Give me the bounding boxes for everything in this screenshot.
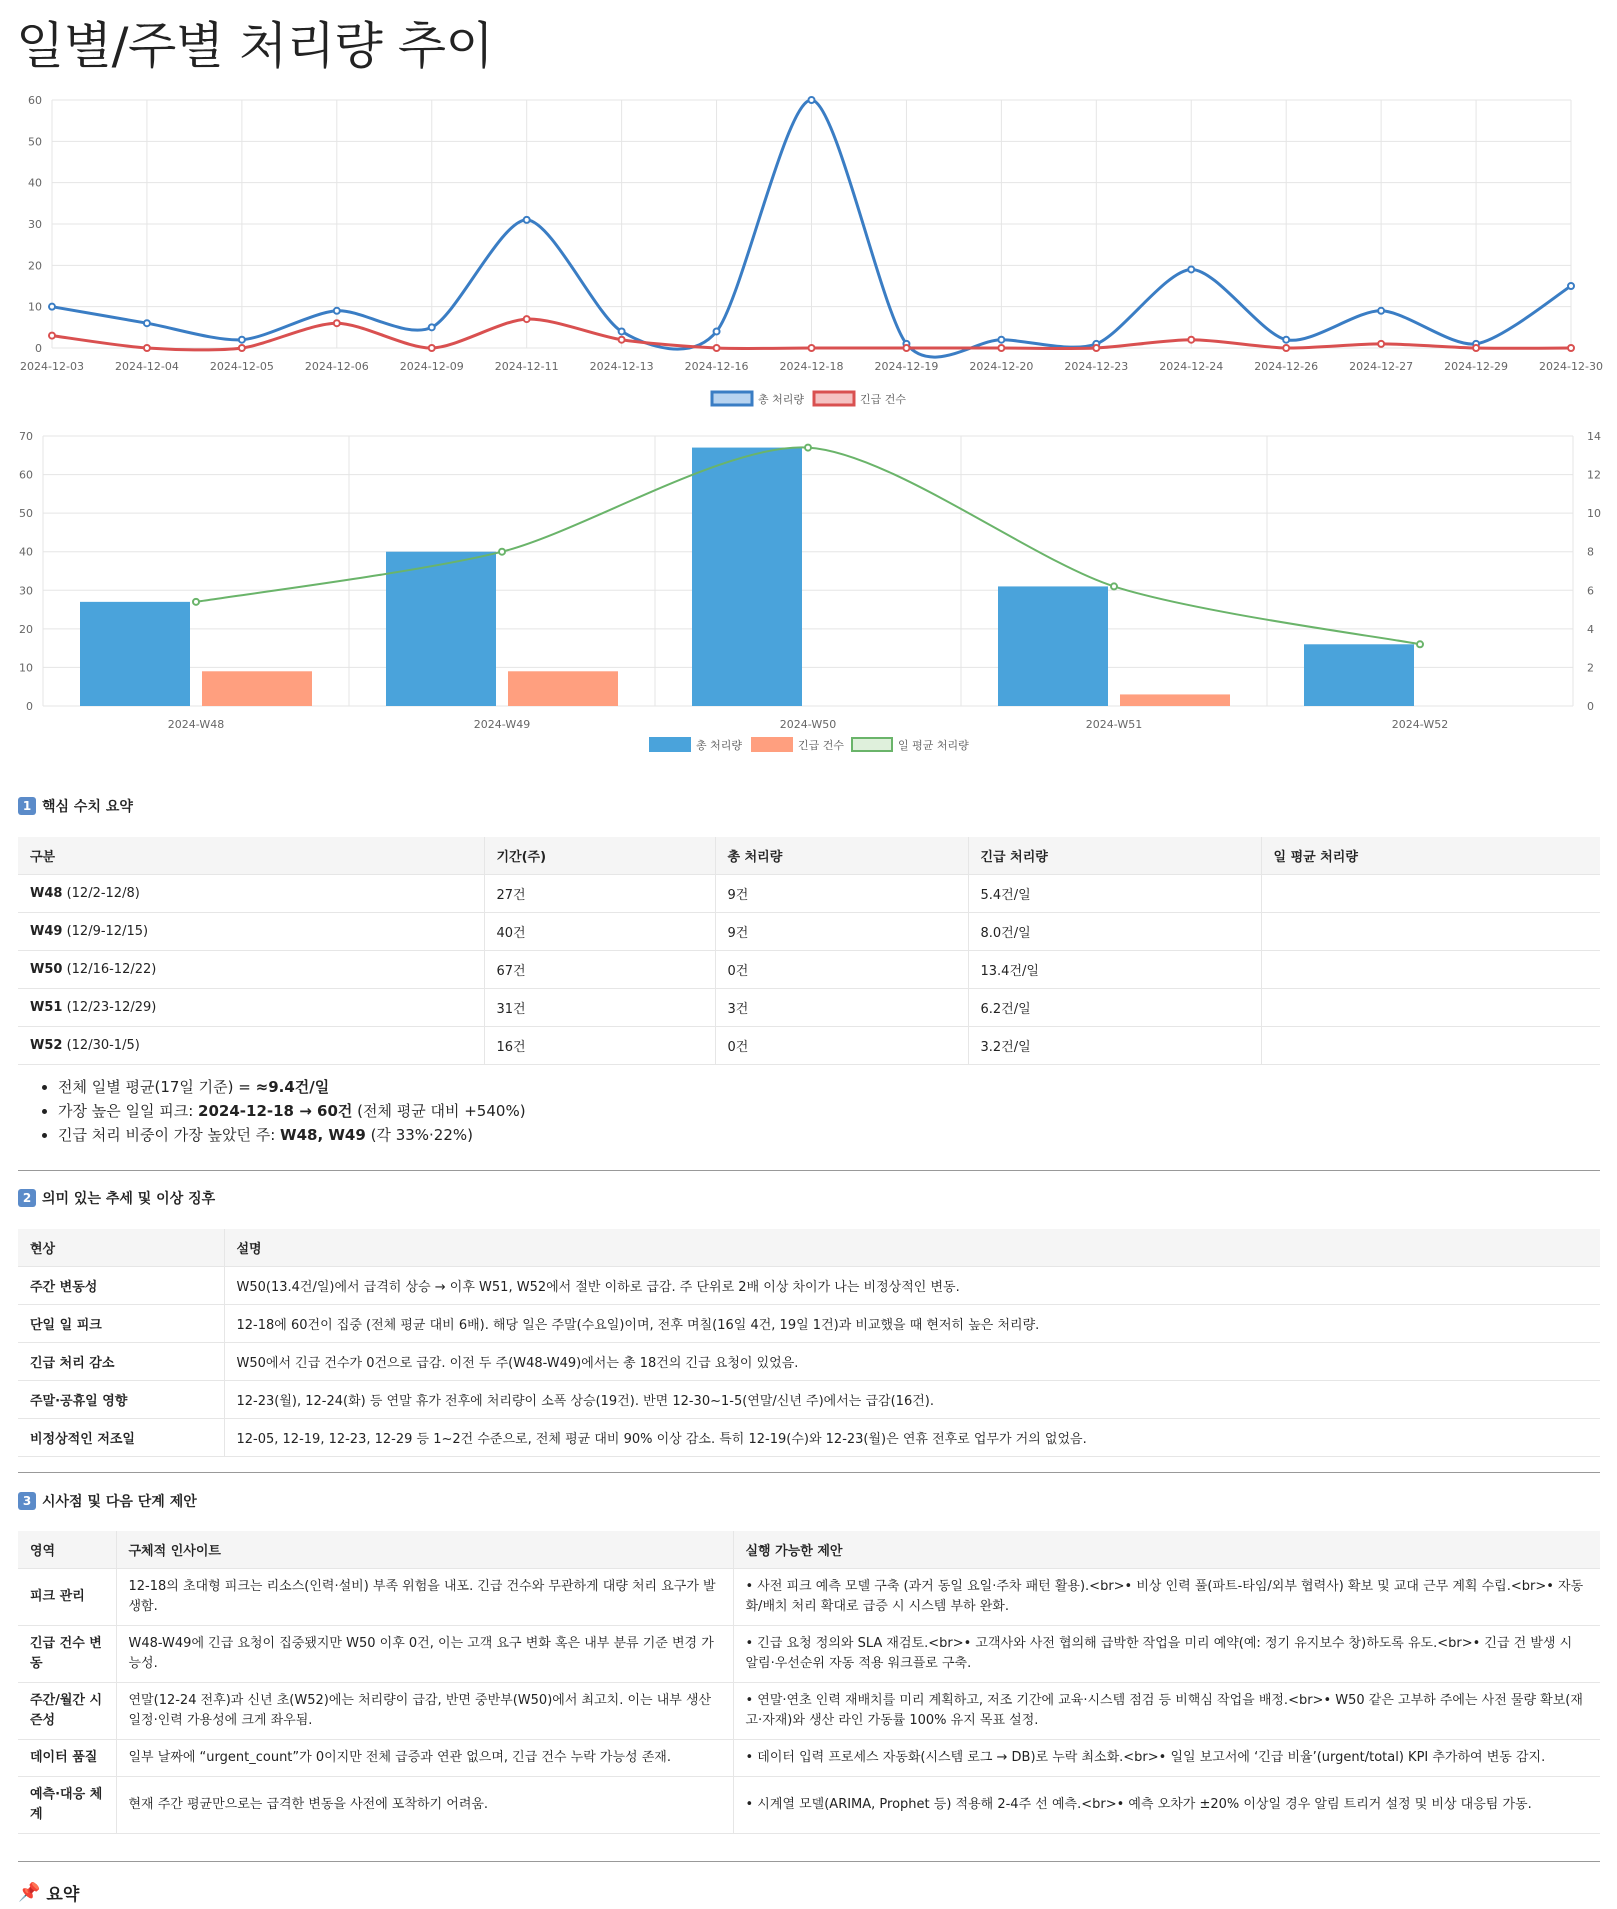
table-cell: 31건 (484, 989, 715, 1027)
x-tick-label: 2024-12-19 (874, 360, 939, 373)
proposal-cell: • 사전 피크 예측 모델 구축 (과거 동일 요일·주차 패턴 활용).<br>• 비상 인력 풀(파트-타임/외부 협력사) 확보 및 교대 근무 계획 수립.<br>• 자동화/배치 처리 확대로 급증 시 시스템 부하 완화. (733, 1569, 1600, 1626)
x-tick-label: 2024-12-04 (114, 360, 179, 373)
table-header-row (18, 1531, 1600, 1569)
data-point (1378, 341, 1384, 347)
area-cell: 예측·대응 체계 (30, 1787, 103, 1822)
data-point (524, 316, 530, 322)
table-row (18, 1381, 1600, 1419)
proposal-cell: • 긴급 요청 정의와 SLA 재검토.<br>• 고객사와 사전 협의해 급박한 작업을 미리 예약(예: 정기 유지보수 창)하도록 유도.<br>• 긴급 건 발생 시 알림·우선순위 자동 적용 워크플로 구축. (733, 1626, 1600, 1683)
data-point (429, 345, 435, 351)
section3-heading (18, 1491, 197, 1511)
phenomenon-cell: 주간 변동성 (30, 1280, 98, 1295)
section3-title: 시사점 및 다음 단계 제안 (42, 1494, 197, 1510)
bullet-text: (전체 평균 대비 +540%) (352, 1102, 526, 1120)
data-point (998, 345, 1004, 351)
y-tick-label: 50 (28, 135, 42, 149)
bar-urgent (1120, 694, 1230, 706)
area-cell: 피크 관리 (30, 1589, 85, 1604)
table-cell: 3건 (715, 989, 968, 1027)
insight-cell: 일부 날짜에 “urgent_count”가 0이지만 전체 급증과 연관 없으며, 긴급 건수 누락 가능성 존재. (116, 1740, 733, 1777)
x-tick-label: 2024-12-03 (20, 360, 84, 373)
data-point (524, 217, 530, 223)
y2-tick-label: 12 (1587, 468, 1601, 482)
table-row (18, 1267, 1600, 1305)
week-label: W50 (30, 962, 63, 977)
y-tick-label: 0 (35, 342, 42, 355)
x-tick-label: 2024-W50 (779, 718, 837, 731)
x-tick-label: 2024-W52 (1391, 718, 1449, 731)
section2-title: 의미 있는 추세 및 이상 징후 (42, 1191, 216, 1207)
data-point (1283, 345, 1289, 351)
table-row (18, 875, 1600, 913)
data-point (1417, 641, 1423, 647)
x-tick-label: 2024-12-09 (399, 360, 464, 373)
table-header: 영역 (18, 1531, 116, 1569)
legend-label: 총 처리량 (696, 739, 743, 752)
table-cell (1261, 989, 1600, 1027)
legend-swatch (814, 392, 854, 405)
table-cell (1261, 951, 1600, 989)
divider (18, 1861, 1600, 1862)
series-line-daily-avg (196, 447, 1420, 644)
x-tick-label: 2024-12-13 (589, 360, 654, 373)
x-tick-label: 2024-12-26 (1254, 360, 1319, 373)
y-tick-label: 10 (19, 661, 33, 675)
table-cell: 27건 (484, 875, 715, 913)
table-header-row (18, 837, 1600, 875)
table-cell: 6.2건/일 (968, 989, 1261, 1027)
proposal-cell: • 데이터 입력 프로세스 자동화(시스템 로그 → DB)로 누락 최소화.<br>• 일일 보고서에 ‘긴급 비율’(urgent/total) KPI 추가하여 변동 감지. (733, 1740, 1600, 1777)
phenomenon-cell: 주말·공휴일 영향 (30, 1394, 128, 1409)
table-cell: 3.2건/일 (968, 1027, 1261, 1065)
bullet-item (58, 1075, 526, 1099)
data-point (903, 345, 909, 351)
section2-heading (18, 1188, 215, 1208)
section3-number: 3 (18, 1492, 36, 1510)
bar-urgent (508, 671, 618, 706)
data-point (1568, 345, 1574, 351)
x-tick-label: 2024-12-30 (1539, 360, 1603, 373)
table-cell: 0건 (715, 951, 968, 989)
data-point (714, 345, 720, 351)
week-label: W48 (30, 886, 63, 901)
table-cell (1261, 1027, 1600, 1065)
description-cell: 12-18에 60건이 집중 (전체 평균 대비 6배). 해당 일은 주말(수요일)이며, 전후 며칠(16일 4건, 19일 1건)과 비교했을 때 현저히 높은 처리량. (224, 1305, 1600, 1343)
y2-tick-label: 14 (1587, 430, 1601, 443)
data-point (1111, 583, 1117, 589)
data-point (144, 345, 150, 351)
table-cell: 8.0건/일 (968, 913, 1261, 951)
y2-tick-label: 6 (1587, 584, 1594, 598)
data-point (809, 345, 815, 351)
summary-title: 요약 (46, 1885, 80, 1905)
table-header: 설명 (224, 1229, 1600, 1267)
description-cell: W50(13.4건/일)에서 급격히 상승 → 이후 W51, W52에서 절반 이하로 급감. 주 단위로 2배 이상 차이가 나는 비정상적인 변동. (224, 1267, 1600, 1305)
summary-table (18, 837, 1600, 1065)
data-point (714, 328, 720, 334)
bullet-text: 긴급 처리 비중이 가장 높았던 주: (58, 1126, 281, 1144)
data-point (998, 337, 1004, 343)
description-cell: W50에서 긴급 건수가 0건으로 급감. 이전 두 주(W48-W49)에서는 총 18건의 긴급 요청이 있었음. (224, 1343, 1600, 1381)
table-cell: 67건 (484, 951, 715, 989)
y-tick-label: 50 (19, 507, 33, 521)
table-header: 긴급 처리량 (968, 837, 1261, 875)
data-point (1188, 266, 1194, 272)
table-header: 총 처리량 (715, 837, 968, 875)
data-point (239, 337, 245, 343)
data-point (1378, 308, 1384, 314)
table-cell: 16건 (484, 1027, 715, 1065)
data-point (619, 328, 625, 334)
table-header: 일 평균 처리량 (1261, 837, 1600, 875)
section1-title: 핵심 수치 요약 (42, 799, 133, 815)
y-tick-label: 30 (28, 218, 42, 231)
table-header: 구체적 인사이트 (116, 1531, 733, 1569)
bullet-bold: 2024-12-18 → 60건 (198, 1102, 353, 1120)
bar-urgent (202, 671, 312, 706)
y2-tick-label: 8 (1587, 545, 1594, 559)
table-cell: 5.4건/일 (968, 875, 1261, 913)
data-point (49, 304, 55, 310)
week-cell (18, 1027, 484, 1065)
x-tick-label: 2024-W48 (167, 718, 225, 731)
week-range: (12/2-12/8) (66, 886, 140, 901)
week-range: (12/9-12/15) (66, 924, 149, 939)
week-label: W52 (30, 1038, 63, 1053)
y-tick-label: 40 (28, 176, 42, 190)
table-row (18, 1777, 1600, 1834)
table-row (18, 1683, 1600, 1740)
legend-swatch (650, 738, 690, 751)
table-row (18, 1343, 1600, 1381)
data-point (1473, 345, 1479, 351)
insight-cell: 현재 주간 평균만으로는 급격한 변동을 사전에 포착하기 어려움. (116, 1777, 733, 1834)
x-tick-label: 2024-12-05 (209, 360, 274, 373)
table-header: 기간(주) (484, 837, 715, 875)
x-tick-label: 2024-12-20 (969, 360, 1034, 373)
table-cell: 40건 (484, 913, 715, 951)
y-tick-label: 0 (26, 700, 33, 713)
week-label: W51 (30, 1000, 63, 1015)
y-tick-label: 30 (19, 584, 33, 598)
x-tick-label: 2024-12-23 (1064, 360, 1129, 373)
table-cell: 9건 (715, 875, 968, 913)
section2-number: 2 (18, 1189, 36, 1207)
legend-swatch (852, 738, 892, 751)
table-row (18, 1027, 1600, 1065)
week-cell (18, 913, 484, 951)
legend-label: 긴급 건수 (860, 393, 907, 406)
legend-label: 일 평균 처리량 (898, 739, 969, 752)
table-row (18, 1740, 1600, 1777)
y-tick-label: 70 (19, 430, 33, 443)
bullet-item (58, 1123, 526, 1147)
insight-table (18, 1531, 1600, 1834)
data-point (805, 445, 811, 451)
table-row (18, 1569, 1600, 1626)
table-cell (1261, 913, 1600, 951)
table-row (18, 1626, 1600, 1683)
summary-bullets (20, 1075, 526, 1147)
data-point (809, 97, 815, 103)
legend-swatch (712, 392, 752, 405)
x-tick-label: 2024-12-24 (1159, 360, 1224, 373)
legend-label: 긴급 건수 (798, 739, 845, 752)
bar-total (80, 602, 190, 706)
phenomenon-cell: 비정상적인 저조일 (30, 1432, 135, 1447)
week-label: W49 (30, 924, 63, 939)
data-point (49, 333, 55, 339)
proposal-cell: • 시계열 모델(ARIMA, Prophet 등) 적용해 2-4주 선 예측.<br>• 예측 오차가 ±20% 이상일 경우 알림 트리거 설정 및 비상 대응팀 가동. (733, 1777, 1600, 1834)
section1-heading (18, 796, 133, 816)
x-tick-label: 2024-12-06 (304, 360, 369, 373)
description-cell: 12-05, 12-19, 12-23, 12-29 등 1~2건 수준으로, 전체 평균 대비 90% 이상 감소. 특히 12-19(수)와 12-23(월)은 연휴 전후로 업무가 거의 없었음. (224, 1419, 1600, 1457)
bullet-text: 전체 일별 평균(17일 기준) = (58, 1078, 256, 1096)
data-point (239, 345, 245, 351)
weekly-bar-chart (0, 420, 1617, 760)
data-point (429, 324, 435, 330)
x-tick-label: 2024-12-29 (1444, 360, 1509, 373)
bar-total (998, 586, 1108, 706)
table-header: 현상 (18, 1229, 224, 1267)
y2-tick-label: 0 (1587, 700, 1594, 713)
legend-swatch (752, 738, 792, 751)
insight-cell: W48-W49에 긴급 요청이 집중됐지만 W50 이후 0건, 이는 고객 요구 변화 혹은 내부 분류 기준 변경 가능성. (116, 1626, 733, 1683)
bullet-item (58, 1099, 526, 1123)
data-point (144, 320, 150, 326)
insight-cell: 12-18의 초대형 피크는 리소스(인력·설비) 부족 위험을 내포. 긴급 건수와 무관하게 대량 처리 요구가 발생함. (116, 1569, 733, 1626)
bullet-bold: W48, W49 (280, 1126, 366, 1144)
y2-tick-label: 10 (1587, 507, 1601, 521)
bar-total (1304, 644, 1414, 706)
proposal-cell: • 연말·연초 인력 재배치를 미리 계획하고, 저조 기간에 교육·시스템 점검 등 비핵심 작업을 배정.<br>• W50 같은 고부하 주에는 사전 물량 확보(재고·자재)와 생산 라인 가동률 100% 유지 목표 설정. (733, 1683, 1600, 1740)
page-title: 일별/주별 처리량 추이 (16, 17, 494, 75)
y-tick-label: 40 (19, 545, 33, 559)
table-header: 실행 가능한 제안 (733, 1531, 1600, 1569)
legend-label: 총 처리량 (758, 393, 805, 406)
data-point (619, 337, 625, 343)
week-cell (18, 989, 484, 1027)
x-tick-label: 2024-12-27 (1349, 360, 1414, 373)
week-range: (12/23-12/29) (66, 1000, 157, 1015)
data-point (334, 308, 340, 314)
table-cell: 13.4건/일 (968, 951, 1261, 989)
week-range: (12/30-1/5) (66, 1038, 140, 1053)
pushpin-icon: 📌 (18, 1882, 41, 1903)
x-tick-label: 2024-12-18 (779, 360, 844, 373)
table-cell: 9건 (715, 913, 968, 951)
x-tick-label: 2024-W49 (473, 718, 531, 731)
bar-total (692, 448, 802, 706)
area-cell: 긴급 건수 변동 (30, 1636, 102, 1671)
bullet-text: (각 33%·22%) (365, 1126, 473, 1144)
insight-cell: 연말(12-24 전후)과 신년 초(W52)에는 처리량이 급감, 반면 중반부(W50)에서 최고치. 이는 내부 생산 일정·인력 가용성에 크게 좌우됨. (116, 1683, 733, 1740)
daily-line-chart (0, 78, 1617, 478)
trend-table (18, 1229, 1600, 1457)
summary-heading (18, 1880, 79, 1905)
y-tick-label: 20 (19, 622, 33, 636)
table-row (18, 913, 1600, 951)
divider (18, 1472, 1600, 1473)
description-cell: 12-23(월), 12-24(화) 등 연말 휴가 전후에 처리량이 소폭 상승(19건). 반면 12-30~1-5(연말/신년 주)에서는 급감(16건). (224, 1381, 1600, 1419)
divider (18, 1170, 1600, 1171)
y2-tick-label: 2 (1587, 661, 1594, 675)
table-header-row (18, 1229, 1600, 1267)
table-cell (1261, 875, 1600, 913)
table-row (18, 989, 1600, 1027)
table-cell: 0건 (715, 1027, 968, 1065)
data-point (334, 320, 340, 326)
table-row (18, 1305, 1600, 1343)
y-tick-label: 60 (28, 94, 42, 107)
x-tick-label: 2024-12-16 (684, 360, 749, 373)
x-tick-label: 2024-12-11 (494, 360, 559, 373)
y-tick-label: 20 (28, 259, 42, 273)
phenomenon-cell: 단일 일 피크 (30, 1318, 102, 1333)
phenomenon-cell: 긴급 처리 감소 (30, 1356, 115, 1371)
data-point (1283, 337, 1289, 343)
bar-total (386, 552, 496, 706)
week-cell (18, 875, 484, 913)
area-cell: 주간/월간 시즌성 (30, 1693, 103, 1728)
table-header: 구분 (18, 837, 484, 875)
area-cell: 데이터 품질 (30, 1750, 98, 1765)
bullet-text: 가장 높은 일일 피크: (58, 1102, 199, 1120)
table-row (18, 951, 1600, 989)
week-range: (12/16-12/22) (66, 962, 157, 977)
data-point (193, 599, 199, 605)
data-point (1568, 283, 1574, 289)
section1-number: 1 (18, 797, 36, 815)
data-point (1093, 345, 1099, 351)
y2-tick-label: 4 (1587, 622, 1594, 636)
x-tick-label: 2024-W51 (1085, 718, 1143, 731)
y-tick-label: 10 (28, 300, 42, 314)
data-point (1188, 337, 1194, 343)
table-row (18, 1419, 1600, 1457)
y-tick-label: 60 (19, 468, 33, 482)
week-cell (18, 951, 484, 989)
data-point (499, 549, 505, 555)
bullet-bold: ≈9.4건/일 (255, 1078, 330, 1096)
